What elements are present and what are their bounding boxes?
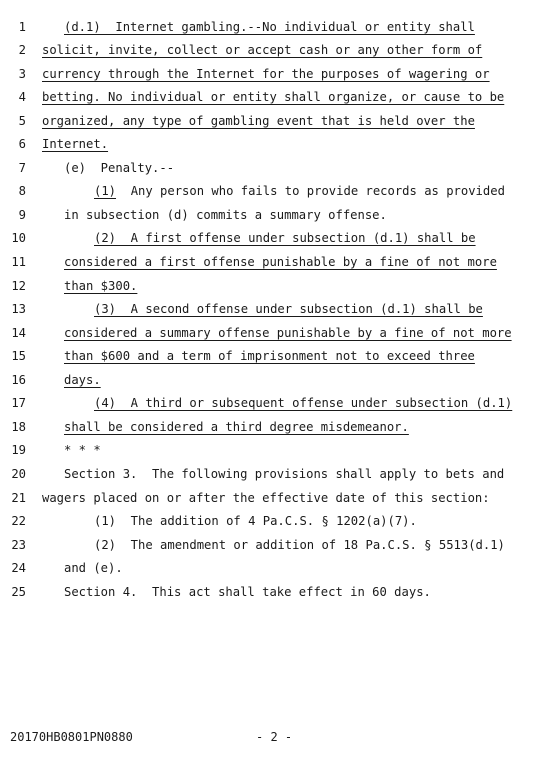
- line-number: 4: [18, 90, 26, 105]
- line-body: days.: [64, 372, 101, 387]
- line-text: [94, 183, 505, 200]
- line-body: in subsection (d) commits a summary offense.: [64, 207, 387, 222]
- line-text: [42, 66, 490, 83]
- line-body: organized, any type of gambling event that is held over the: [42, 113, 475, 128]
- document-line: [0, 537, 549, 561]
- line-body: (3) A second offense under subsection (d.1) shall be: [94, 302, 483, 317]
- line-body: solicit, invite, collect or accept cash or any other form of: [42, 43, 483, 58]
- line-number: 20: [11, 466, 26, 481]
- document-line: [0, 372, 549, 396]
- line-text: [42, 113, 475, 130]
- line-body: Any person who fails to provide records as provided: [116, 184, 505, 199]
- line-number: 7: [18, 160, 26, 175]
- line-number: 2: [18, 43, 26, 58]
- line-body: (d.1) Internet gambling.--No individual or entity shall: [64, 19, 475, 34]
- document-line: [0, 301, 549, 325]
- line-number: 21: [11, 490, 26, 505]
- line-text: [64, 419, 409, 436]
- line-number: 3: [18, 66, 26, 81]
- line-number: 10: [11, 231, 26, 246]
- document-line: [0, 254, 549, 278]
- line-text: [94, 537, 505, 554]
- line-text: [64, 160, 174, 177]
- line-body: (1) The addition of 4 Pa.C.S. § 1202(a)(7).: [94, 514, 417, 529]
- document-line: [0, 183, 549, 207]
- page-number: - 2 -: [256, 730, 293, 744]
- document-line: [0, 136, 549, 160]
- document-line: [0, 42, 549, 66]
- line-number: 12: [11, 278, 26, 293]
- line-number: 16: [11, 372, 26, 387]
- line-body: shall be considered a third degree misdemeanor.: [64, 419, 409, 434]
- line-text: [42, 42, 482, 59]
- document-line: [0, 348, 549, 372]
- line-text: [42, 490, 490, 507]
- line-number: 5: [18, 113, 26, 128]
- line-text: [94, 395, 512, 412]
- line-number: 11: [11, 255, 26, 269]
- document-line: [0, 560, 549, 584]
- document-line: [0, 395, 549, 419]
- line-body: considered a summary offense punishable by a fine of not more: [64, 325, 512, 340]
- line-body: * * *: [64, 443, 101, 458]
- line-text: [64, 19, 475, 36]
- line-number: 8: [18, 184, 26, 199]
- line-text: [64, 325, 512, 342]
- line-number: 1: [18, 19, 26, 34]
- line-prefix: (1): [94, 184, 117, 199]
- line-body: considered a first offense punishable by a fine of not more: [64, 255, 497, 269]
- line-number: 23: [11, 537, 26, 552]
- line-body: than $300.: [64, 278, 138, 293]
- line-number: 22: [11, 514, 26, 529]
- document-line: [0, 113, 549, 137]
- line-body: (e) Penalty.--: [64, 160, 175, 175]
- document-line: [0, 19, 549, 43]
- line-number: 14: [11, 325, 26, 340]
- line-number: 25: [11, 584, 26, 599]
- line-text: [64, 278, 137, 295]
- line-text: [64, 442, 101, 459]
- line-text: [64, 372, 101, 389]
- line-number: 6: [18, 137, 26, 152]
- line-number: 24: [11, 561, 26, 576]
- document-line: [0, 466, 549, 490]
- line-body: and (e).: [64, 561, 123, 576]
- line-body: Section 4. This act shall take effect in 60 days.: [64, 584, 431, 599]
- line-body: currency through the Internet for the purposes of wagering or: [42, 66, 490, 81]
- line-body: Section 3. The following provisions shall apply to bets and: [64, 466, 505, 481]
- document-line: [0, 325, 549, 349]
- document-line: [0, 207, 549, 231]
- document-id: 20170HB0801PN0880: [10, 730, 133, 744]
- line-number: 13: [11, 302, 26, 317]
- line-text: [42, 136, 108, 153]
- document-line: [0, 278, 549, 302]
- document-line: [0, 66, 549, 90]
- line-text: [64, 560, 123, 577]
- line-number: 9: [18, 207, 26, 222]
- document-line: [0, 442, 549, 466]
- document-line: [0, 230, 549, 254]
- document-line: [0, 160, 549, 184]
- line-text: [94, 301, 483, 318]
- line-number: 15: [11, 349, 26, 364]
- line-body: Internet.: [42, 137, 109, 152]
- line-number: 17: [11, 396, 26, 411]
- document-line: [0, 584, 549, 608]
- line-body: (2) A first offense under subsection (d.1) shall be: [94, 231, 476, 246]
- line-text: [94, 513, 417, 530]
- line-text: [94, 230, 476, 247]
- document-line: [0, 490, 549, 514]
- line-body: (2) The amendment or addition of 18 Pa.C.S. § 5513(d.1): [94, 537, 505, 552]
- line-number: 19: [11, 443, 26, 458]
- line-body: (4) A third or subsequent offense under subsection (d.1): [94, 396, 513, 411]
- line-number: 18: [11, 419, 26, 434]
- line-text: [64, 466, 504, 483]
- line-text: [64, 348, 475, 365]
- line-body: than $600 and a term of imprisonment not to exceed three: [64, 349, 475, 364]
- line-text: [64, 584, 431, 601]
- line-text: [64, 254, 497, 271]
- line-text: [42, 89, 504, 106]
- line-body: wagers placed on or after the effective date of this section:: [42, 490, 490, 505]
- document-line: [0, 513, 549, 537]
- line-body: betting. No individual or entity shall organize, or cause to be: [42, 90, 505, 105]
- document-line: [0, 419, 549, 443]
- line-text: [64, 207, 387, 224]
- document-line: [0, 89, 549, 113]
